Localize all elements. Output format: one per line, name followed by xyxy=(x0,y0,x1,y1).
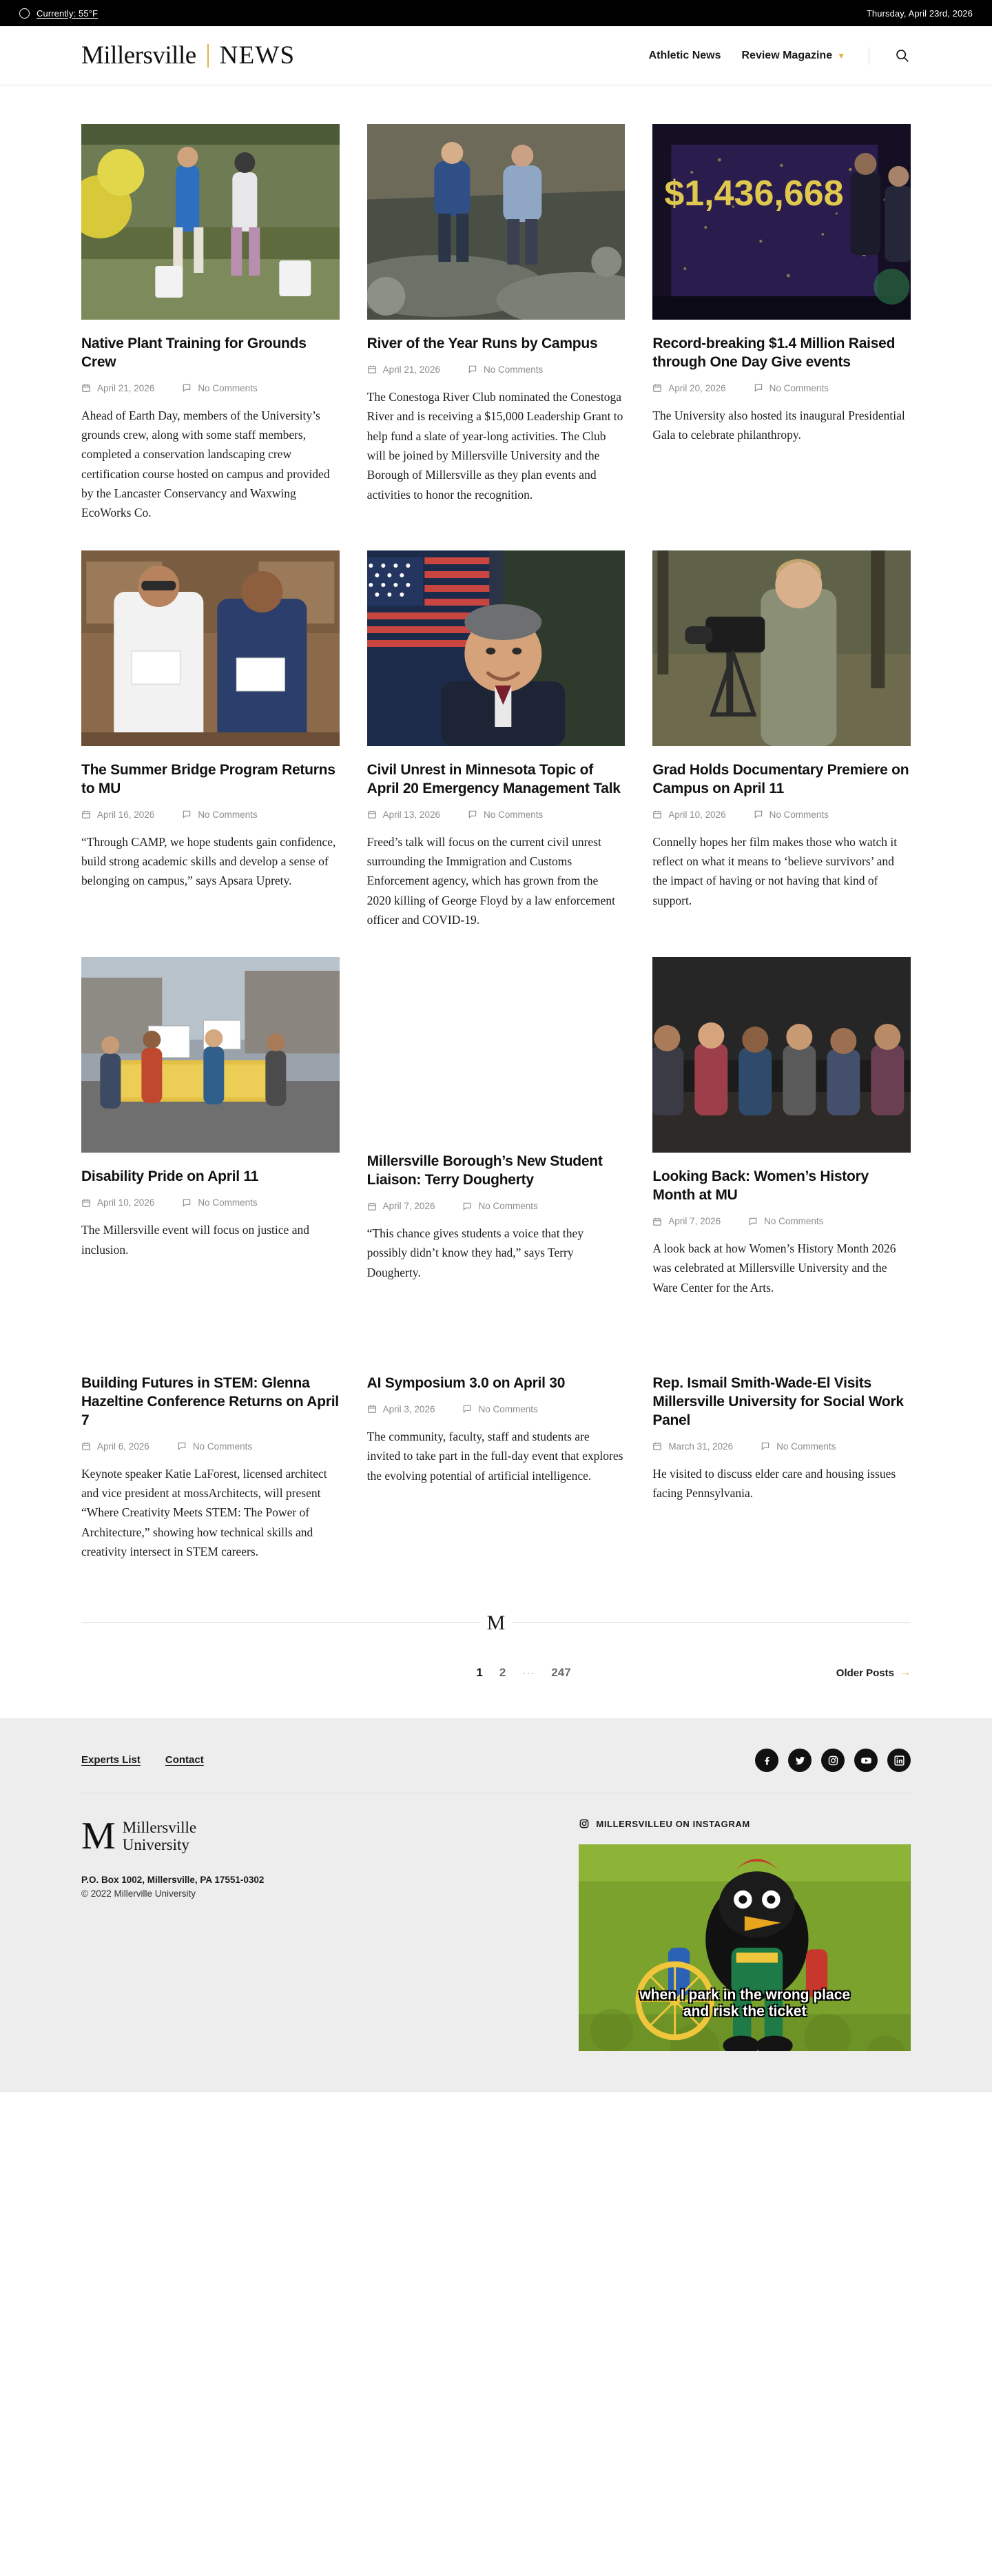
article-date xyxy=(81,810,154,820)
calendar-icon xyxy=(652,383,662,393)
social-links xyxy=(755,1749,911,1772)
linkedin-icon xyxy=(893,1755,905,1766)
article-thumbnail[interactable] xyxy=(367,550,626,746)
m-ornament-icon: M xyxy=(480,1609,513,1637)
article-card xyxy=(652,550,911,957)
logo-news-label: NEWS xyxy=(219,41,296,70)
article-thumbnail[interactable] xyxy=(367,124,626,320)
article-comments-text: No Comments xyxy=(769,382,829,393)
article-grid xyxy=(81,124,911,1589)
thumbnail-image xyxy=(367,124,626,320)
instagram-heading-label: MILLERSVILLEU ON INSTAGRAM xyxy=(596,1818,750,1829)
article-comments xyxy=(754,383,829,393)
calendar-icon xyxy=(81,1441,91,1451)
current-date: Thursday, April 23rd, 2026 xyxy=(866,8,973,19)
article-title[interactable]: River of the Year Runs by Campus xyxy=(366,336,598,351)
article-comments-text: No Comments xyxy=(478,1201,538,1212)
calendar-icon xyxy=(367,810,377,819)
section-divider xyxy=(81,1609,911,1637)
article-thumbnail[interactable] xyxy=(81,124,340,320)
article-excerpt: “This chance gives students a voice that they possibly didn’t know they had,” says Terry Dougherty. xyxy=(366,1226,584,1279)
article-meta xyxy=(81,1441,340,1452)
article-date xyxy=(652,1441,733,1452)
comment-icon xyxy=(468,810,477,819)
article-comments xyxy=(468,810,543,820)
article-date-text: April 21, 2026 xyxy=(382,364,440,375)
article-date xyxy=(367,1201,435,1211)
article-card xyxy=(81,124,340,550)
calendar-icon xyxy=(652,810,662,819)
footer-identity xyxy=(81,1815,513,1899)
page-number-2[interactable]: 2 xyxy=(499,1666,506,1680)
article-excerpt: Freed’s talk will focus on the current civil unrest surrounding the Immigration and Customs Enforcement agency, which has grown from the 2020 killing of George Floyd by a law enforcement officer and COVID-19. xyxy=(366,834,615,927)
older-posts-label: Older Posts xyxy=(836,1667,894,1679)
article-comments xyxy=(177,1441,252,1452)
comment-icon xyxy=(468,364,477,374)
calendar-icon xyxy=(81,1198,91,1208)
article-card xyxy=(652,124,911,550)
article-comments-text: No Comments xyxy=(192,1441,253,1452)
article-card xyxy=(652,1325,911,1589)
article-title[interactable]: Grad Holds Documentary Premiere on Campus on April 11 xyxy=(652,761,909,796)
article-excerpt: The University also hosted its inaugural Presidential Gala to celebrate philanthropy. xyxy=(652,408,905,442)
thumbnail-image xyxy=(652,124,911,320)
article-title[interactable]: Record-breaking $1.4 Million Raised through One Day Give events xyxy=(652,336,896,370)
article-title[interactable]: Native Plant Training for Grounds Crew xyxy=(81,336,307,370)
article-comments xyxy=(182,383,257,393)
page-number-1[interactable]: 1 xyxy=(476,1666,483,1680)
article-comments-text: No Comments xyxy=(198,1197,258,1208)
article-meta xyxy=(652,1441,911,1452)
twitter-link[interactable] xyxy=(788,1749,812,1772)
article-date xyxy=(367,1404,435,1414)
article-date xyxy=(81,383,154,393)
article-excerpt: Connelly hopes her film makes those who watch it reflect on what it means to ‘believe survivors’ and the impact of having or not having that kind of support. xyxy=(652,834,898,907)
facebook-icon xyxy=(761,1755,773,1766)
article-date xyxy=(652,1216,721,1226)
thumbnail-image xyxy=(652,550,911,746)
instagram-link[interactable] xyxy=(821,1749,845,1772)
article-title[interactable]: Building Futures in STEM: Glenna Hazeltine Conference Returns on April 7 xyxy=(81,1375,339,1428)
youtube-icon xyxy=(860,1755,872,1766)
article-date-text: April 13, 2026 xyxy=(382,809,440,820)
university-wordmark xyxy=(123,1820,196,1854)
comment-icon xyxy=(182,810,192,819)
university-name-line1: Millersville xyxy=(122,1819,197,1837)
article-date xyxy=(81,1441,149,1452)
twitter-icon xyxy=(794,1755,806,1766)
article-title[interactable]: Civil Unrest in Minnesota Topic of April 20 Emergency Management Talk xyxy=(366,761,621,796)
site-header xyxy=(0,26,992,85)
article-thumbnail[interactable] xyxy=(81,957,340,1153)
site-footer xyxy=(0,1718,992,2092)
instagram-icon xyxy=(827,1755,839,1766)
nav-item-review-magazine[interactable] xyxy=(742,50,846,62)
article-excerpt: The community, faculty, staff and students are invited to take part in the full-day event that explores the evolving potential of artificial intelligence. xyxy=(366,1429,623,1483)
article-card xyxy=(367,1325,626,1589)
article-comments-text: No Comments xyxy=(764,1216,824,1227)
instagram-caption-line1: when I park in the wrong place xyxy=(639,1987,851,2003)
article-date xyxy=(81,1197,154,1208)
news-listing xyxy=(0,85,992,1589)
page-ellipsis: ··· xyxy=(522,1667,535,1679)
calendar-icon xyxy=(367,1202,377,1211)
comment-icon xyxy=(754,810,763,819)
article-excerpt: “Through CAMP, we hope students gain confidence, build strong academic skills and develop a sense of belonging on campus,” says Apsara Uprety. xyxy=(81,834,336,888)
university-monogram-icon: M xyxy=(81,1815,116,1858)
footer-top-row xyxy=(81,1749,911,1772)
article-meta xyxy=(81,383,340,393)
article-excerpt: Ahead of Earth Day, members of the University’s grounds crew, along with some staff members, completed a conservation landscaping crew certification course hosted on campus and provided by the Lancaster Conservancy and Waxwing EcoWorks Co. xyxy=(81,408,330,520)
youtube-link[interactable] xyxy=(854,1749,878,1772)
article-title[interactable]: Disability Pride on April 11 xyxy=(81,1168,259,1185)
article-meta xyxy=(81,810,340,820)
article-card xyxy=(367,957,626,1325)
search-button[interactable] xyxy=(893,47,911,65)
article-comments xyxy=(748,1216,823,1226)
article-card xyxy=(367,124,626,550)
footer-link-list xyxy=(81,1749,204,1766)
article-comments-text: No Comments xyxy=(483,809,544,820)
article-meta xyxy=(367,364,626,375)
chevron-down-icon: ▼ xyxy=(837,50,845,61)
older-posts-button[interactable] xyxy=(836,1667,911,1679)
university-logo[interactable] xyxy=(81,1815,513,1858)
utility-topbar xyxy=(0,0,992,26)
svg-text:$1,436,668: $1,436,668 xyxy=(664,174,844,214)
calendar-icon xyxy=(367,1404,377,1414)
facebook-link[interactable] xyxy=(755,1749,778,1772)
university-name-line2: University xyxy=(122,1836,189,1853)
instagram-icon xyxy=(579,1818,590,1829)
nav-label: Review Magazine xyxy=(741,49,833,61)
article-comments xyxy=(462,1201,537,1211)
article-excerpt: The Millersville event will focus on justice and inclusion. xyxy=(81,1223,309,1257)
search-icon xyxy=(895,48,909,63)
article-thumbnail[interactable] xyxy=(652,550,911,746)
calendar-icon xyxy=(652,1217,662,1226)
article-excerpt: Keynote speaker Katie LaForest, licensed architect and vice president at mossArchitects, will present “Where Creativity Meets STEM: The Power of Architecture,” showing how technical skills and creativity intersect in STEM careers. xyxy=(81,1466,327,1559)
calendar-icon xyxy=(81,810,91,819)
article-card xyxy=(652,957,911,1325)
article-comments-text: No Comments xyxy=(483,364,544,375)
comment-icon xyxy=(761,1441,770,1451)
footer-address: P.O. Box 1002, Millersville, PA 17551-0302 xyxy=(81,1874,265,1885)
site-logo[interactable] xyxy=(81,41,295,70)
pagination xyxy=(0,1637,992,1718)
thumbnail-image xyxy=(81,957,340,1153)
nav-label: Athletic News xyxy=(648,49,721,61)
instagram-post-caption xyxy=(579,1987,911,2019)
instagram-post-image xyxy=(579,1844,911,2051)
instagram-feed xyxy=(579,1818,911,2051)
footer-link-contact[interactable]: Contact xyxy=(165,1754,204,1766)
article-thumbnail[interactable] xyxy=(81,550,340,746)
article-title[interactable]: Rep. Ismail Smith-Wade-El Visits Millersville University for Social Work Panel xyxy=(652,1375,904,1428)
instagram-feed-heading[interactable] xyxy=(579,1818,911,1829)
footer-link-experts-list[interactable]: Experts List xyxy=(81,1754,141,1766)
article-meta xyxy=(81,1197,340,1208)
linkedin-link[interactable] xyxy=(887,1749,911,1772)
comment-icon xyxy=(177,1441,187,1451)
article-meta xyxy=(367,810,626,820)
logo-wordmark: Millersville xyxy=(81,41,196,70)
article-thumbnail[interactable] xyxy=(652,124,911,320)
article-comments-text: No Comments xyxy=(769,809,829,820)
article-comments-text: No Comments xyxy=(198,809,258,820)
article-title[interactable]: Millersville Borough’s New Student Liaison: Terry Dougherty xyxy=(366,1153,603,1188)
instagram-caption-line2: and risk the ticket xyxy=(683,2003,807,2019)
calendar-icon xyxy=(367,364,377,374)
footer-copyright: © 2022 Millerville University xyxy=(81,1888,196,1899)
article-date-text: April 20, 2026 xyxy=(668,382,726,393)
article-date-text: April 3, 2026 xyxy=(382,1403,435,1414)
article-comments xyxy=(468,364,543,375)
comment-icon xyxy=(462,1202,472,1211)
article-comments-text: No Comments xyxy=(198,382,258,393)
circle-weather-icon xyxy=(19,8,30,19)
article-meta xyxy=(367,1404,626,1414)
weather-widget[interactable] xyxy=(19,8,98,19)
footer-body xyxy=(81,1793,911,2051)
comment-icon xyxy=(182,383,192,393)
article-date xyxy=(367,364,440,375)
nav-item-athletic-news[interactable] xyxy=(649,50,721,62)
article-comments xyxy=(182,810,257,820)
article-date-text: April 7, 2026 xyxy=(382,1201,435,1212)
article-comments xyxy=(462,1404,537,1414)
article-meta xyxy=(652,1216,911,1226)
article-card xyxy=(81,957,340,1325)
thumbnail-image xyxy=(81,124,340,320)
article-date-text: March 31, 2026 xyxy=(668,1441,734,1452)
logo-divider xyxy=(207,44,209,68)
article-excerpt: A look back at how Women’s History Month 2026 was celebrated at Millersville University and the Ware Center for the Arts. xyxy=(652,1241,896,1295)
calendar-icon xyxy=(81,383,91,393)
article-date xyxy=(367,810,440,820)
article-title[interactable]: The Summer Bridge Program Returns to MU xyxy=(81,761,335,796)
article-date-text: April 21, 2026 xyxy=(97,382,155,393)
article-date-text: April 6, 2026 xyxy=(97,1441,149,1452)
thumbnail-image xyxy=(367,550,626,746)
article-meta xyxy=(652,810,911,820)
article-card xyxy=(81,550,340,957)
article-date-text: April 10, 2026 xyxy=(668,809,726,820)
article-date xyxy=(652,383,725,393)
article-meta xyxy=(367,1201,626,1211)
article-excerpt: He visited to discuss elder care and housing issues facing Pennsylvania. xyxy=(652,1466,896,1501)
article-comments-text: No Comments xyxy=(776,1441,836,1452)
calendar-icon xyxy=(652,1441,662,1451)
article-card xyxy=(367,550,626,957)
article-date xyxy=(652,810,725,820)
weather-text[interactable]: Currently: 55°F xyxy=(37,8,99,19)
comment-icon xyxy=(182,1198,192,1208)
article-thumbnail[interactable] xyxy=(652,957,911,1153)
page-number-list xyxy=(421,1666,570,1680)
article-date-text: April 7, 2026 xyxy=(668,1216,721,1227)
article-date-text: April 16, 2026 xyxy=(97,809,155,820)
article-card xyxy=(81,1325,340,1589)
instagram-post[interactable] xyxy=(579,1844,911,2051)
article-comments xyxy=(761,1441,836,1452)
main-navigation xyxy=(649,47,911,65)
article-comments xyxy=(754,810,829,820)
arrow-right-icon: → xyxy=(900,1667,911,1679)
article-title[interactable]: Looking Back: Women’s History Month at MU xyxy=(652,1168,869,1204)
article-date-text: April 10, 2026 xyxy=(97,1197,155,1208)
thumbnail-image xyxy=(652,957,911,1153)
comment-icon xyxy=(462,1404,472,1414)
article-comments xyxy=(182,1197,257,1208)
article-comments-text: No Comments xyxy=(478,1403,538,1414)
page-number-247[interactable]: 247 xyxy=(551,1666,571,1680)
comment-icon xyxy=(754,383,763,393)
article-excerpt: The Conestoga River Club nominated the Conestoga River and is receiving a $15,000 Leadership Grant to help fund a slate of year-long activities. The Club will be joined by Millersville University and the Borough of Millersville as they plan events and activities to honor the recognition. xyxy=(366,389,623,502)
article-title[interactable]: AI Symposium 3.0 on April 30 xyxy=(366,1375,566,1392)
comment-icon xyxy=(748,1217,758,1226)
article-meta xyxy=(652,383,911,393)
thumbnail-image xyxy=(81,550,340,746)
